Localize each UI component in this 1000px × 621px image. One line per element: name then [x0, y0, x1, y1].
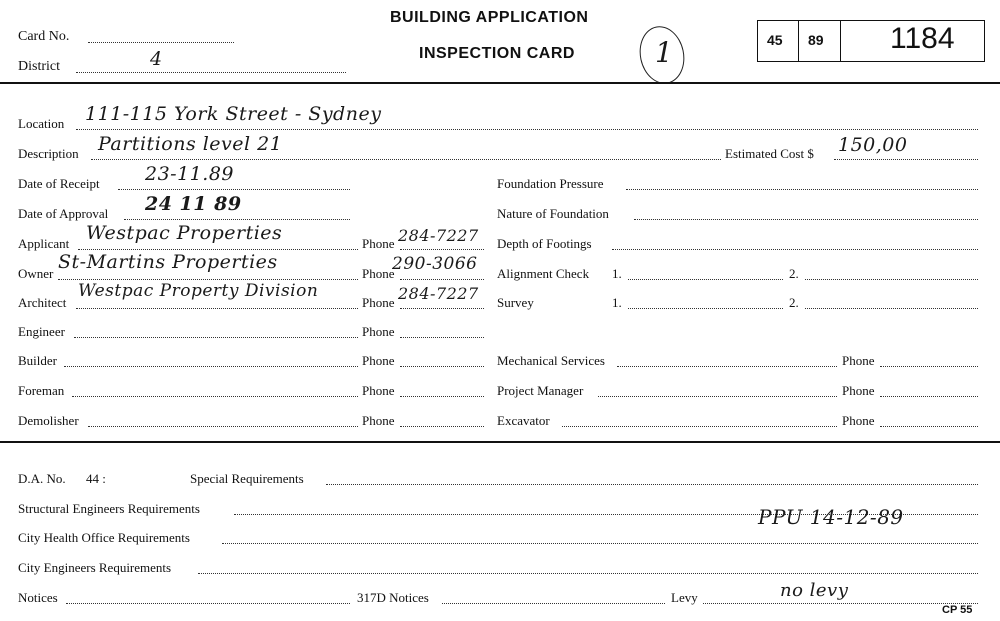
- engineer-field[interactable]: [74, 337, 358, 338]
- description-field[interactable]: [91, 159, 721, 160]
- project-manager-label: Project Manager: [497, 383, 584, 398]
- alignment-check-label: Alignment Check: [497, 266, 590, 281]
- form-code: CP 55: [942, 604, 973, 616]
- architect-phone: 284-7227: [398, 284, 479, 303]
- demolisher-label: Demolisher: [18, 413, 79, 428]
- description-value: Partitions level 21: [98, 133, 283, 155]
- header-divider: [0, 82, 1000, 84]
- survey-2-label: 2.: [789, 295, 799, 310]
- foreman-label: Foreman: [18, 383, 65, 398]
- foundation-pressure-field[interactable]: [626, 189, 978, 190]
- depth-footings-field[interactable]: [612, 249, 978, 250]
- special-requirements-field[interactable]: [326, 484, 978, 485]
- code-b: 89: [808, 32, 824, 48]
- health-requirements-field[interactable]: [222, 543, 978, 544]
- architect-label: Architect: [18, 295, 67, 310]
- builder-phone-label: Phone: [362, 353, 395, 368]
- foreman-field[interactable]: [72, 396, 358, 397]
- architect-phone-field[interactable]: [400, 308, 484, 309]
- demolisher-phone-label: Phone: [362, 413, 395, 428]
- alignment-check-1-field[interactable]: [628, 279, 783, 280]
- architect-value: Westpac Property Division: [78, 281, 319, 301]
- owner-phone-label: Phone: [362, 266, 395, 281]
- owner-field[interactable]: [58, 279, 358, 280]
- architect-phone-label: Phone: [362, 295, 395, 310]
- architect-field[interactable]: [76, 308, 358, 309]
- depth-footings-label: Depth of Footings: [497, 236, 592, 251]
- demolisher-field[interactable]: [88, 426, 358, 427]
- location-value: 111-115 York Street - Sydney: [85, 103, 382, 125]
- levy-field[interactable]: [703, 603, 978, 604]
- mechanical-services-field[interactable]: [617, 366, 837, 367]
- project-manager-phone-label: Phone: [842, 383, 875, 398]
- date-receipt-value: 23-11.89: [145, 163, 234, 185]
- applicant-label: Applicant: [18, 236, 70, 251]
- foreman-phone-label: Phone: [362, 383, 395, 398]
- notices-label: Notices: [18, 590, 58, 605]
- estimated-cost-field[interactable]: [834, 159, 978, 160]
- survey-1-field[interactable]: [628, 308, 783, 309]
- notices-field[interactable]: [66, 603, 350, 604]
- description-label: Description: [18, 146, 79, 161]
- engineer-phone-label: Phone: [362, 324, 395, 339]
- location-label: Location: [18, 116, 65, 131]
- date-approval-field[interactable]: [124, 219, 350, 220]
- da-no-value: 44 :: [86, 471, 106, 486]
- builder-field[interactable]: [64, 366, 358, 367]
- engineer-phone-field[interactable]: [400, 337, 484, 338]
- city-engineers-label: City Engineers Requirements: [18, 560, 172, 575]
- health-requirements-value: PPU 14-12-89: [758, 505, 904, 529]
- notices-317d-label: 317D Notices: [357, 590, 429, 605]
- structural-requirements-label: Structural Engineers Requirements: [18, 501, 200, 516]
- foundation-pressure-label: Foundation Pressure: [497, 176, 604, 191]
- alignment-check-2-label: 2.: [789, 266, 799, 281]
- location-field[interactable]: [76, 129, 978, 130]
- district-label: District: [18, 59, 60, 74]
- date-approval-value: 24 11 89: [145, 193, 242, 215]
- project-manager-phone-field[interactable]: [880, 396, 978, 397]
- circled-number: 1: [655, 36, 674, 69]
- survey-2-field[interactable]: [805, 308, 978, 309]
- builder-phone-field[interactable]: [400, 366, 484, 367]
- da-no-label: D.A. No.: [18, 471, 66, 486]
- engineer-label: Engineer: [18, 324, 65, 339]
- health-requirements-label: City Health Office Requirements: [18, 530, 190, 545]
- special-requirements-label: Special Requirements: [190, 471, 304, 486]
- mechanical-services-label: Mechanical Services: [497, 353, 605, 368]
- nature-foundation-field[interactable]: [634, 219, 978, 220]
- levy-label: Levy: [671, 590, 698, 605]
- card-number: 1184: [890, 22, 955, 55]
- date-receipt-label: Date of Receipt: [18, 176, 100, 191]
- owner-label: Owner: [18, 266, 54, 281]
- foreman-phone-field[interactable]: [400, 396, 484, 397]
- card-no-field[interactable]: [88, 42, 234, 43]
- excavator-field[interactable]: [562, 426, 837, 427]
- city-engineers-field[interactable]: [198, 573, 978, 574]
- code-a: 45: [767, 32, 783, 48]
- estimated-cost-value: 150,00: [838, 134, 908, 156]
- builder-label: Builder: [18, 353, 57, 368]
- district-value: 4: [150, 48, 163, 70]
- applicant-field[interactable]: [78, 249, 358, 250]
- owner-phone: 290-3066: [392, 254, 478, 274]
- details-divider: [0, 441, 1000, 443]
- notices-317d-field[interactable]: [442, 603, 665, 604]
- survey-label: Survey: [497, 295, 534, 310]
- project-manager-field[interactable]: [598, 396, 837, 397]
- applicant-phone: 284-7227: [398, 226, 479, 245]
- district-field[interactable]: [76, 72, 346, 73]
- owner-value: St-Martins Properties: [58, 251, 278, 273]
- demolisher-phone-field[interactable]: [400, 426, 484, 427]
- mechanical-services-phone-field[interactable]: [880, 366, 978, 367]
- form-title-line2: INSPECTION CARD: [419, 45, 575, 62]
- excavator-phone-field[interactable]: [880, 426, 978, 427]
- survey-1-label: 1.: [612, 295, 622, 310]
- alignment-check-1-label: 1.: [612, 266, 622, 281]
- alignment-check-2-field[interactable]: [805, 279, 978, 280]
- mechanical-services-phone-label: Phone: [842, 353, 875, 368]
- date-receipt-field[interactable]: [118, 189, 350, 190]
- estimated-cost-label: Estimated Cost $: [725, 146, 814, 161]
- applicant-phone-field[interactable]: [400, 249, 484, 250]
- applicant-value: Westpac Properties: [86, 222, 283, 244]
- levy-value: no levy: [780, 580, 849, 601]
- applicant-phone-label: Phone: [362, 236, 395, 251]
- card-no-label: Card No.: [18, 29, 70, 44]
- excavator-phone-label: Phone: [842, 413, 875, 428]
- excavator-label: Excavator: [497, 413, 550, 428]
- date-approval-label: Date of Approval: [18, 206, 109, 221]
- form-title-line1: BUILDING APPLICATION: [390, 9, 589, 26]
- nature-foundation-label: Nature of Foundation: [497, 206, 609, 221]
- owner-phone-field[interactable]: [400, 279, 484, 280]
